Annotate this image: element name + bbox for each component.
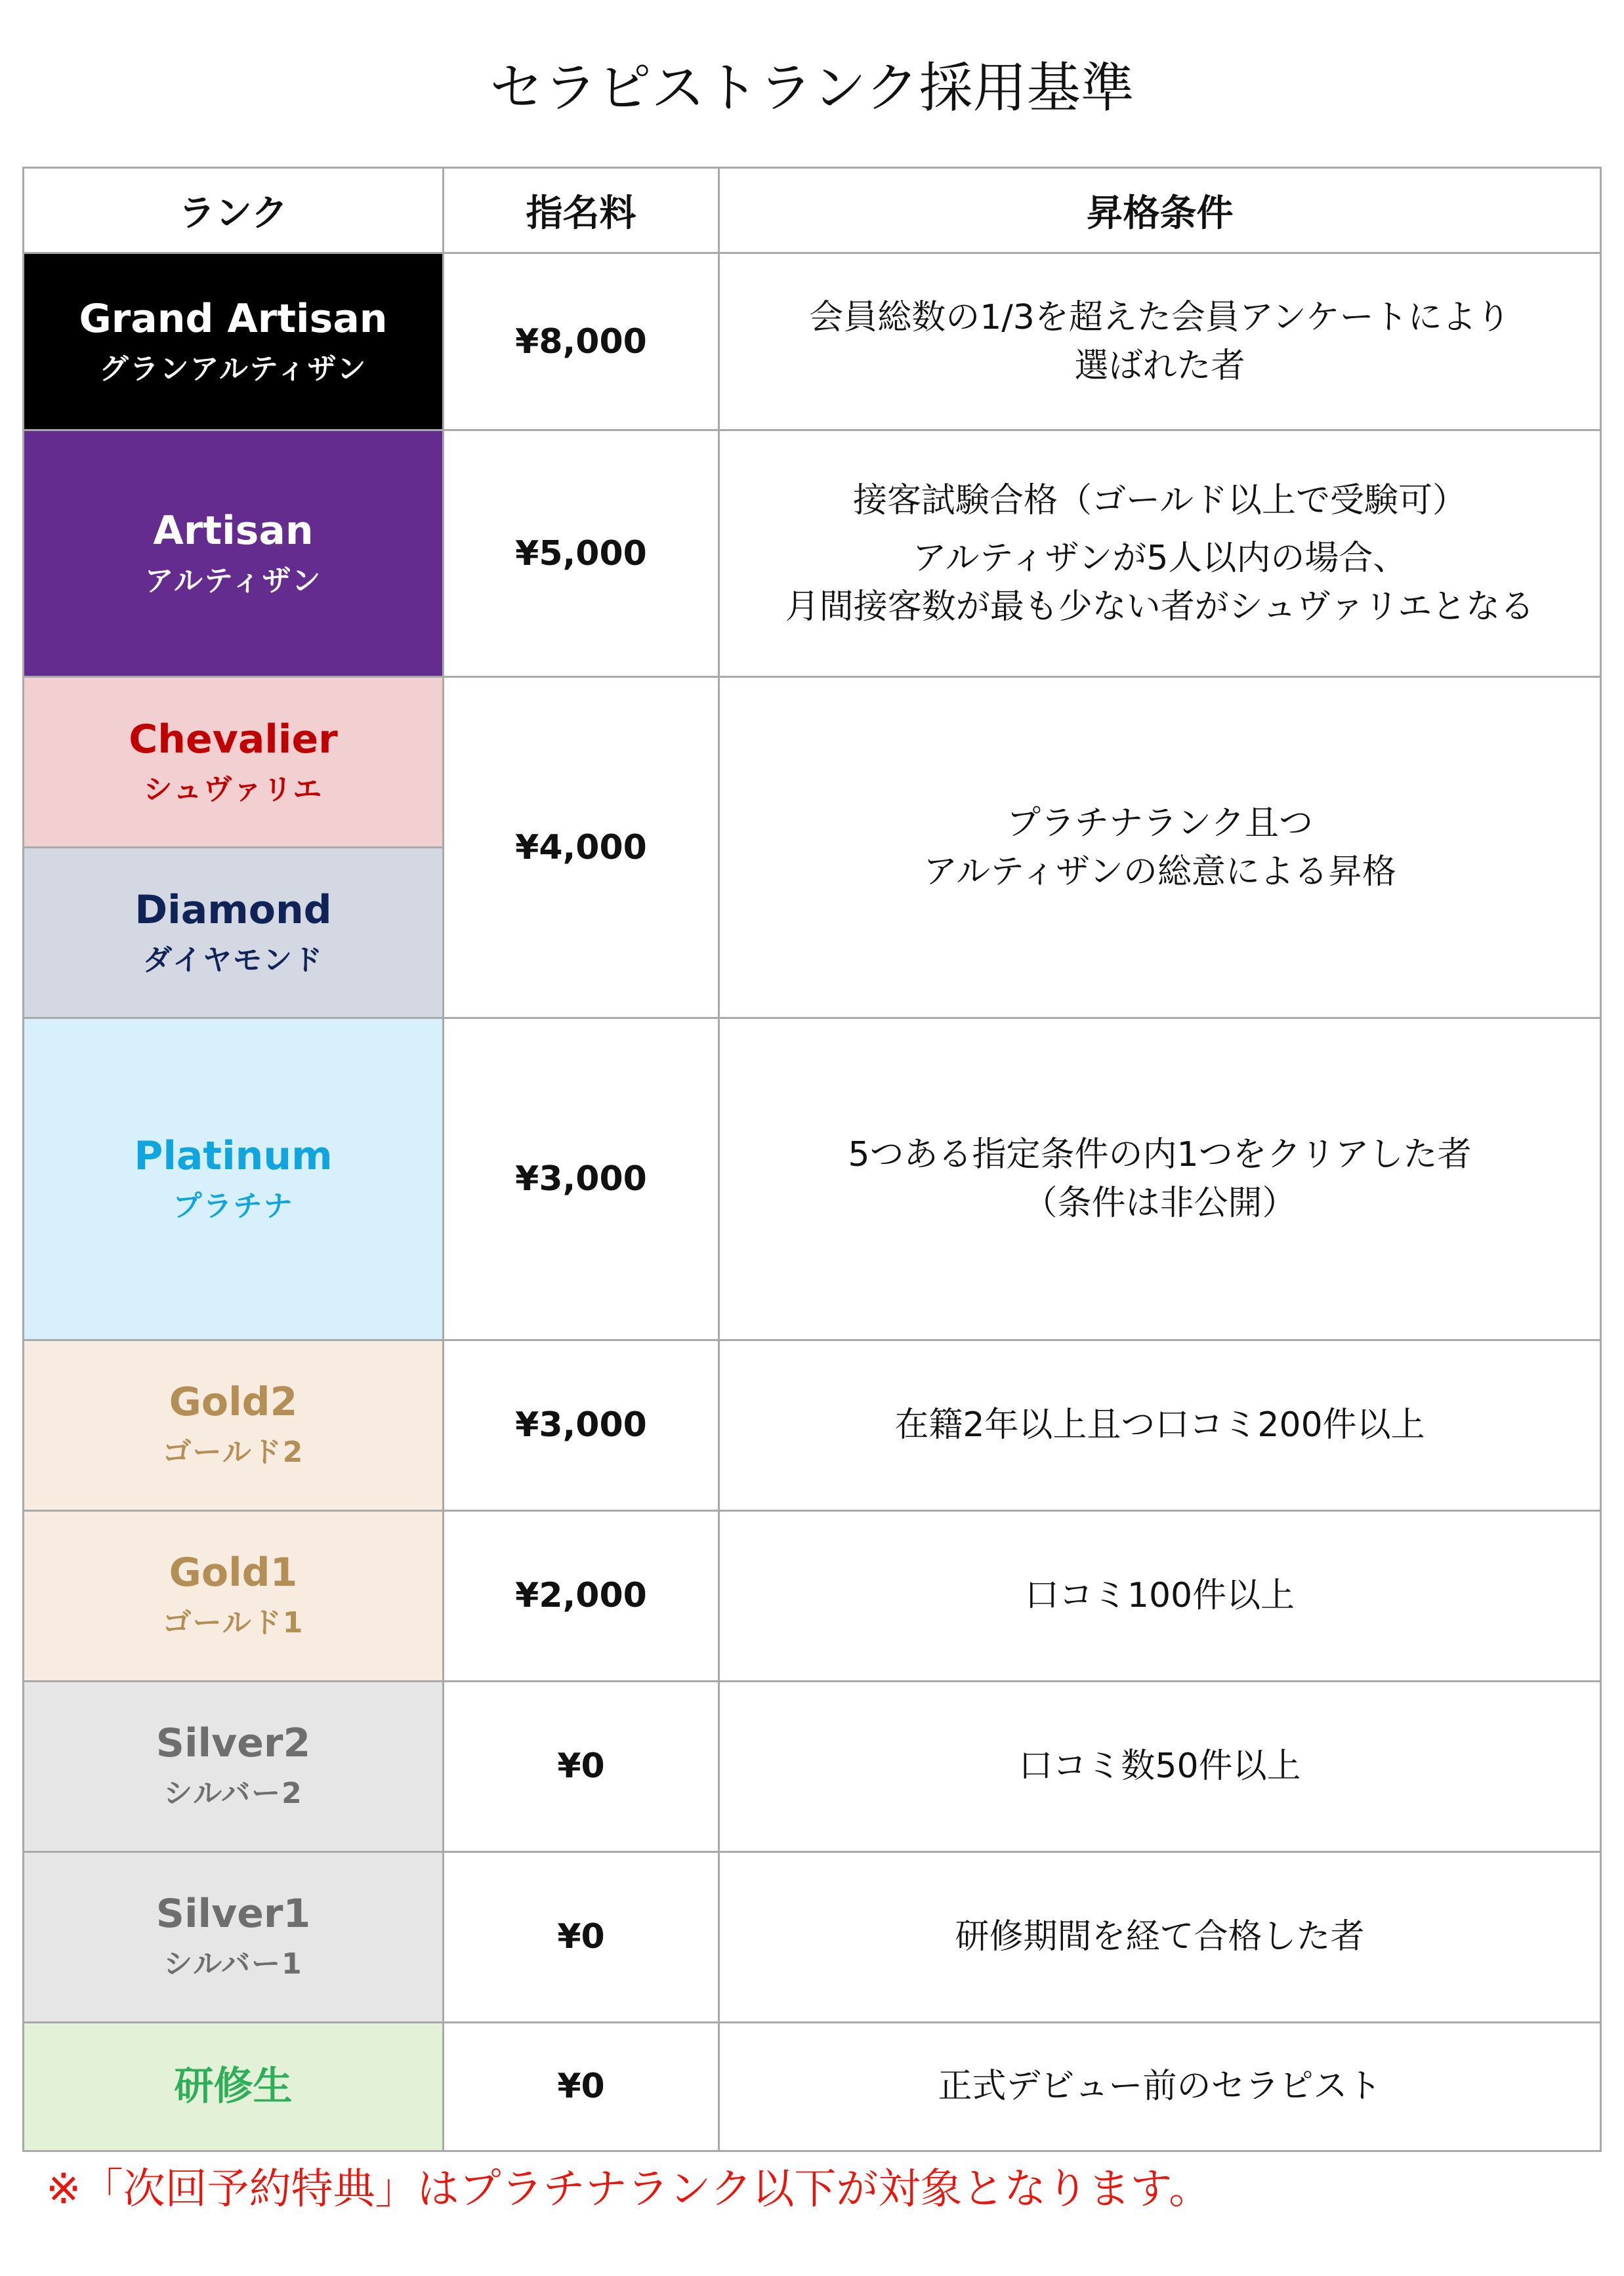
fee-cell: ¥0 (444, 1852, 719, 2022)
rank-name-jp: グランアルティザン (99, 352, 367, 386)
rank-cell (24, 2022, 444, 2151)
footnote: ※「次回予約特典」はプラチナランク以下が対象となります。 (46, 2165, 1211, 2214)
rank-cell (24, 430, 444, 677)
header-rank: ランク (24, 168, 444, 253)
condition-line: プラチナランク且つ (1007, 803, 1313, 843)
condition-cell (719, 1018, 1601, 1340)
table-row (24, 1340, 1601, 1510)
rank-cell (24, 253, 444, 430)
condition-cell (719, 1340, 1601, 1510)
rank-name-en: Chevalier (129, 716, 338, 762)
rank-name-jp: シルバー1 (163, 1947, 303, 1981)
header-condition: 昇格条件 (719, 168, 1601, 253)
rank-name-en: Silver2 (156, 1720, 311, 1767)
condition-line: 口コミ100件以上 (1024, 1576, 1295, 1616)
fee-cell: ¥5,000 (444, 430, 719, 677)
table-row (24, 1510, 1601, 1681)
condition-cell (719, 1510, 1601, 1681)
rank-cell (24, 677, 444, 848)
condition-cell (719, 677, 1601, 1018)
condition-line: 月間接客数が最も少ない者がシュヴァリエとなる (785, 587, 1535, 627)
table-row (24, 2022, 1601, 2151)
page-title: セラピストランク採用基準 (489, 57, 1135, 119)
table-row (24, 1018, 1601, 1340)
table-row (24, 253, 1601, 430)
fee-cell: ¥3,000 (444, 1340, 719, 1510)
condition-line: 研修期間を経て合格した者 (955, 1917, 1365, 1957)
fee-cell: ¥2,000 (444, 1510, 719, 1681)
fee-cell: ¥8,000 (444, 253, 719, 430)
table-row (24, 1681, 1601, 1852)
condition-cell (719, 1681, 1601, 1852)
condition-cell (719, 430, 1601, 677)
rank-table (22, 167, 1602, 2152)
condition-line: 会員総数の1/3を超えた会員アンケートにより (809, 297, 1510, 337)
rank-name-en: Gold2 (169, 1379, 298, 1426)
fee-cell: ¥0 (444, 2022, 719, 2151)
table-row (24, 430, 1601, 677)
rank-cell (24, 1018, 444, 1340)
condition-line: （条件は非公開） (1023, 1183, 1297, 1223)
condition-cell (719, 1852, 1601, 2022)
table-header-row (24, 168, 1601, 253)
condition-line: 5つある指定条件の内1つをクリアした者 (848, 1134, 1472, 1174)
fee-cell: ¥0 (444, 1681, 719, 1852)
condition-line: アルティザンの総意による昇格 (923, 852, 1396, 892)
rank-cell (24, 1852, 444, 2022)
rank-name-en: Artisan (153, 507, 314, 554)
rank-name-en: Grand Artisan (79, 295, 388, 342)
rank-name-jp: アルティザン (144, 564, 322, 598)
fee-cell: ¥4,000 (444, 677, 719, 1018)
condition-line: 正式デビュー前のセラピスト (938, 2067, 1382, 2107)
rank-name-en: Diamond (135, 886, 332, 933)
rank-name-jp: プラチナ (173, 1189, 294, 1223)
rank-name-jp: ゴールド2 (162, 1436, 304, 1470)
rank-name-jp: シュヴァリエ (143, 772, 323, 806)
table-row (24, 677, 1601, 848)
rank-name-en: 研修生 (174, 2063, 293, 2110)
rank-cell (24, 1340, 444, 1510)
rank-cell (24, 1510, 444, 1681)
condition-line: アルティザンが5人以内の場合、 (912, 538, 1407, 578)
rank-name-jp: ダイヤモンド (142, 943, 324, 977)
rank-name-en: Platinum (134, 1132, 333, 1179)
condition-line: 接客試験合格（ゴールド以上で受験可） (853, 480, 1467, 520)
rank-name-jp: シルバー2 (163, 1777, 303, 1811)
rank-cell (24, 848, 444, 1018)
condition-line: 口コミ数50件以上 (1018, 1747, 1301, 1787)
rank-name-en: Gold1 (169, 1550, 298, 1596)
rank-name-jp: ゴールド1 (162, 1606, 304, 1640)
table-row (24, 1852, 1601, 2022)
rank-cell (24, 1681, 444, 1852)
header-fee: 指名料 (444, 168, 719, 253)
condition-cell (719, 253, 1601, 430)
rank-name-en: Silver1 (156, 1891, 311, 1937)
fee-cell: ¥3,000 (444, 1018, 719, 1340)
condition-line: 在籍2年以上且つ口コミ200件以上 (894, 1405, 1425, 1445)
condition-cell (719, 2022, 1601, 2151)
condition-line: 選ばれた者 (1074, 346, 1245, 386)
